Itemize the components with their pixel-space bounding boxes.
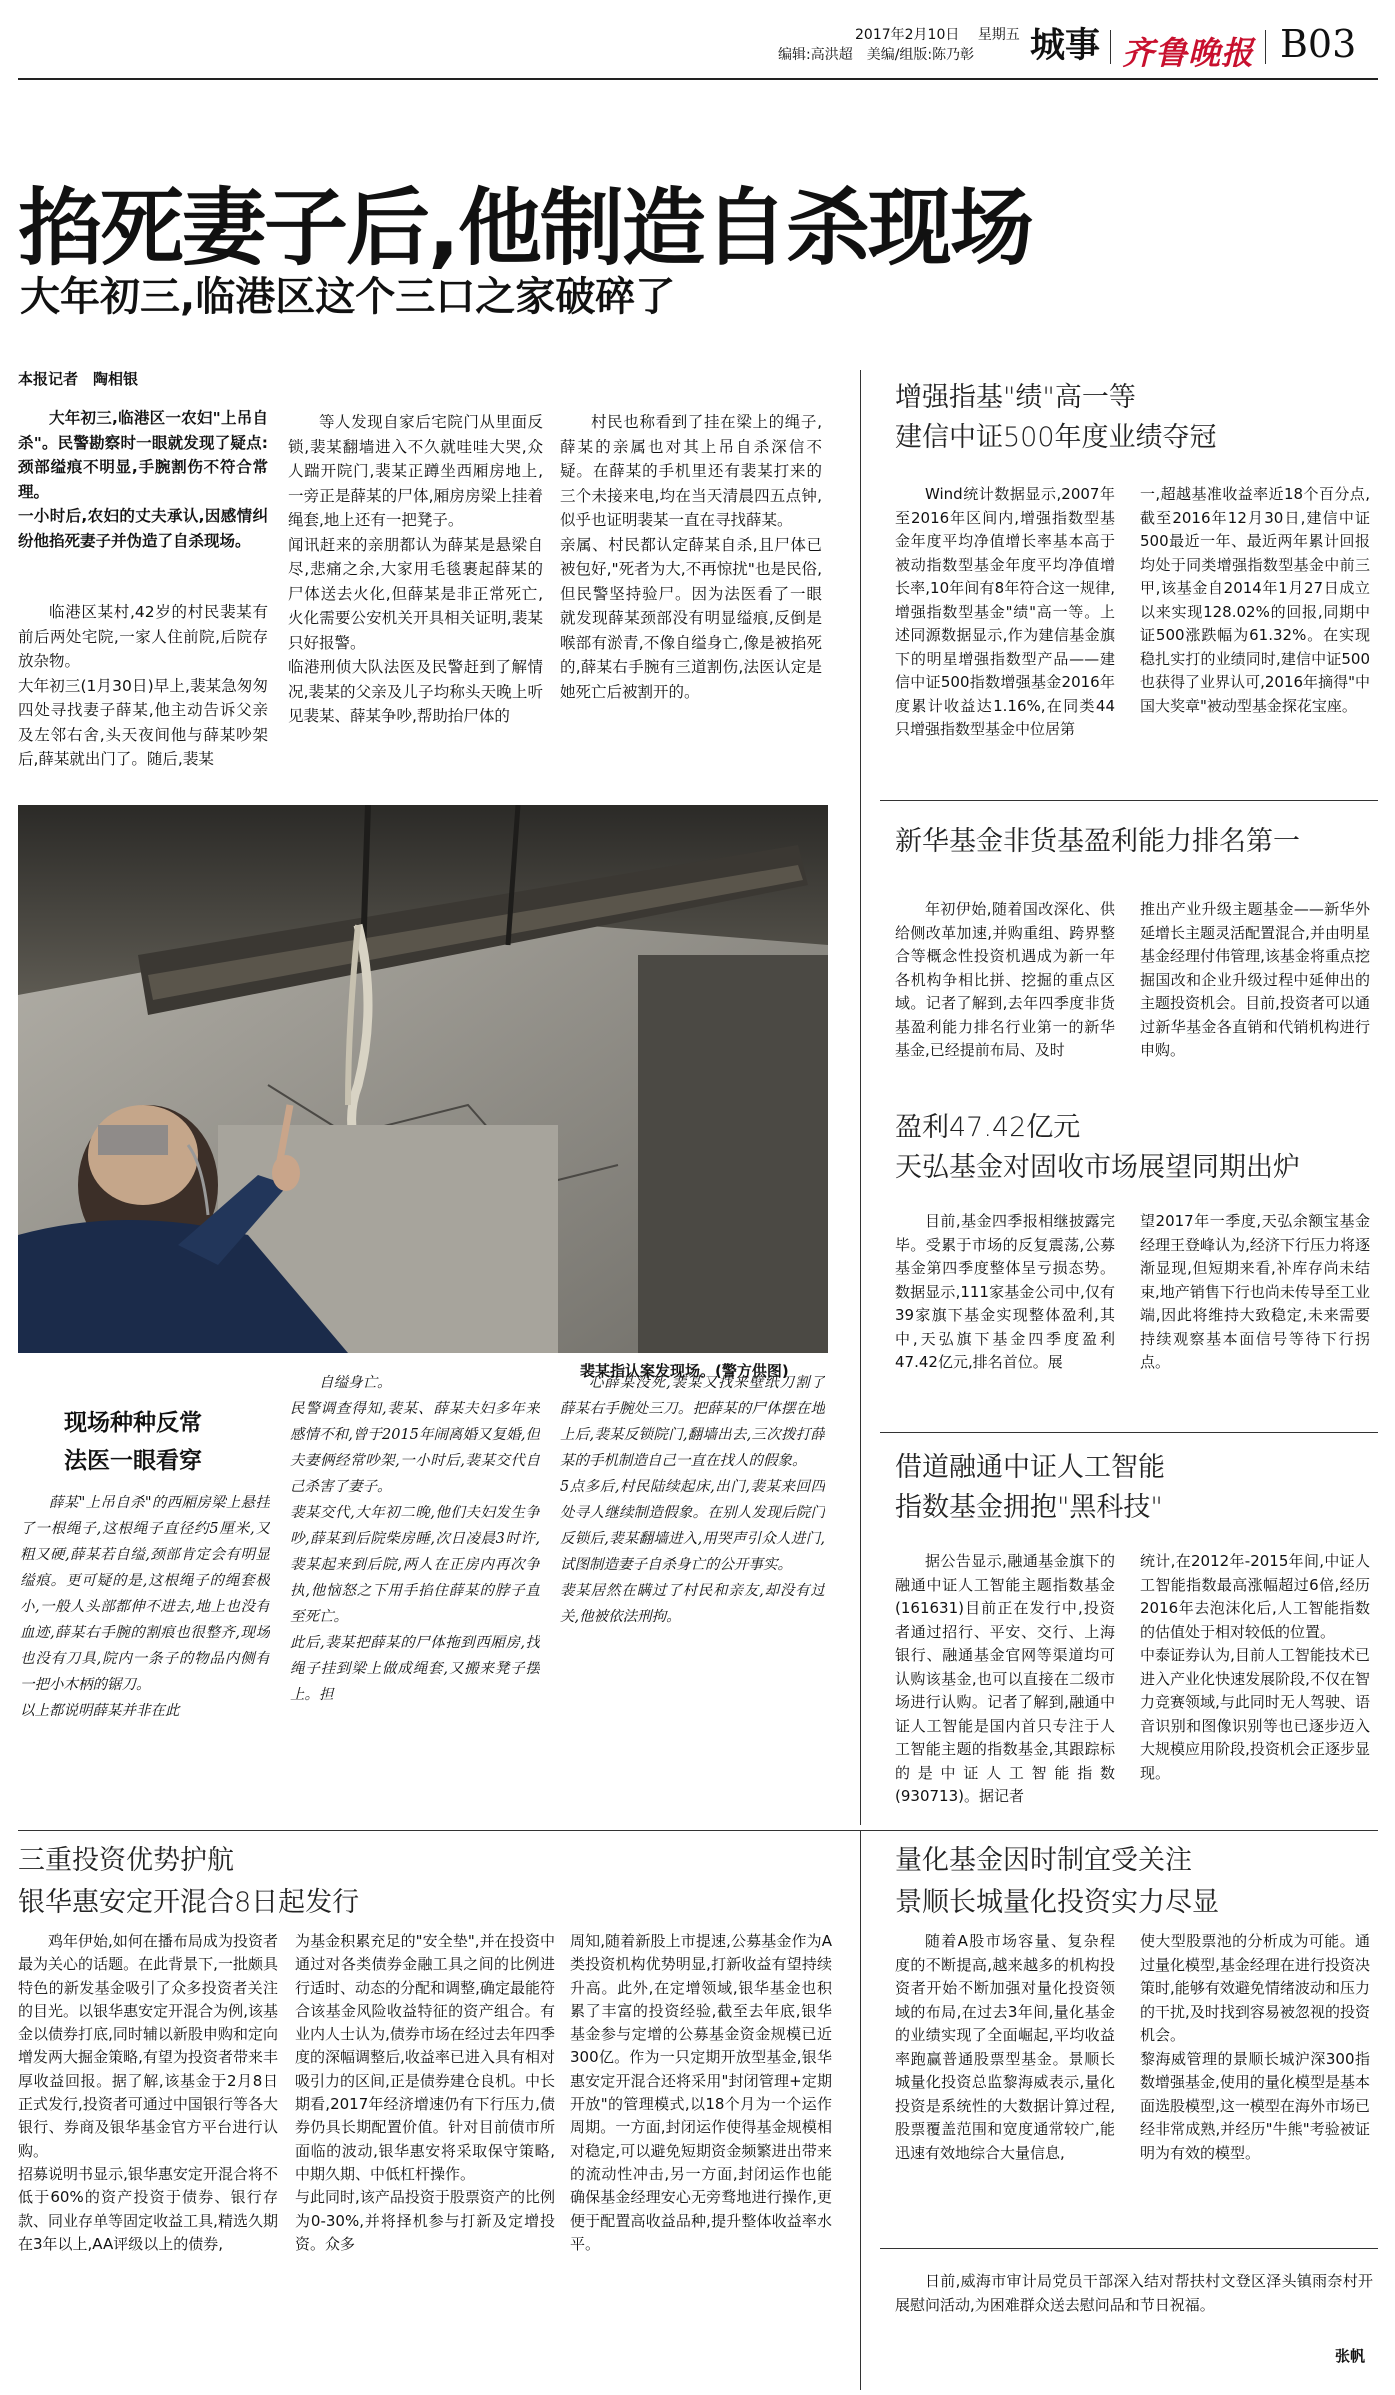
footer-news <box>895 2270 1373 2365</box>
fin3-col1-text: 目前,基金四季报相继披露完毕。受累于市场的反复震荡,公募基金第四季度整体呈亏损态势。数据显示,111家基金公司中,仅有39家旗下基金实现整体盈利,其中,天弘旗下基金四季度盈利47.42亿元,排名首位。展 <box>895 1212 1115 1371</box>
story-lead <box>18 406 268 596</box>
side-col1 <box>20 1490 270 1820</box>
fin3-col2 <box>1140 1210 1370 1430</box>
yinhua-head1: 三重投资优势护航 <box>18 1845 234 1876</box>
masthead <box>0 0 1395 75</box>
fin1-col1 <box>895 483 1115 783</box>
col1-text: 临港区某村,42岁的村民裴某有前后两处宅院,一家人住前院,后院存放杂物。 大年初三(1月30日)早上,裴某急匆匆四处寻找妻子薛某,他主动告诉父亲及左邻右舍,头天夜间他与薛某吵架后,薛某就出门了。随后,裴某 <box>18 603 268 768</box>
side-subhead-line1: 现场种种反常 <box>64 1410 202 1436</box>
masthead-divider <box>1110 30 1111 64</box>
yinhua-headline <box>18 1840 359 1924</box>
lead-text: 大年初三,临港区一农妇"上吊自杀"。民警勘察时一眼就发现了疑点:颈部缢痕不明显,手腕割伤不符合常理。 一小时后,农妇的丈夫承认,因感情纠纷他掐死妻子并伪造了自杀现场。 <box>18 409 268 550</box>
crime-scene-photo <box>18 805 828 1353</box>
weekday-text: 星期五 <box>977 27 1020 43</box>
page-number: B03 <box>1280 22 1357 66</box>
story-col1 <box>18 600 268 780</box>
side-col3-text: 心薛某没死,裴某又找来壁纸刀割了薛某右手腕处三刀。把薛某的尸体摆在地上后,裴某反锁院门,翻墙出去,三次拨打薛某的手机制造自己一直在找人的假象。 5点多后,村民陆续起床,出门,裴某来回四处寻人继续制造假象。在别人发现后院门反锁后,裴某翻墙进入,用哭声引众人进门,试图制造妻子自杀身亡的公开事实。 裴某居然在瞒过了村民和亲友,却没有过关,他被依法刑拘。 <box>560 1375 825 1625</box>
photo-caption: 裴某指认案发现场。(警方供图) <box>580 1362 789 1380</box>
fin2-col2-text: 推出产业升级主题基金——新华外延增长主题灵活配置混合,并由明星基金经理付伟管理,该基金将重点挖掘国改和企业升级过程中延伸出的主题投资机会。目前,投资者可以通过新华基金各直销和代销机构进行申购。 <box>1140 900 1370 1059</box>
fin4-col2-text: 统计,在2012年-2015年间,中证人工智能指数最高涨幅超过6倍,经历2016年去泡沫化后,人工智能指数的估值处于相对较低的位置。 中泰证券认为,目前人工智能技术已进入产业化快速发展阶段,不仅在智力竞赛领域,与此同时无人驾驶、语音识别和图像识别等也已逐步迈入大规模应用阶段,投资机会正逐步显现。 <box>1140 1552 1370 1782</box>
fin5-head1: 量化基金因时制宜受关注 <box>895 1845 1192 1876</box>
fin5-col1 <box>895 1930 1115 2235</box>
fin1-head1: 增强指基"绩"高一等 <box>895 382 1136 413</box>
fin3-head2: 天弘基金对固收市场展望同期出炉 <box>895 1152 1300 1183</box>
brand-logo: 齐鲁晚报 <box>1122 34 1255 72</box>
story-col2 <box>288 410 543 782</box>
yinhua-col2 <box>295 1930 555 2380</box>
fin4-headline <box>895 1448 1165 1528</box>
side-col2 <box>290 1370 540 1820</box>
fin4-col1-text: 据公告显示,融通基金旗下的融通中证人工智能主题指数基金(161631)目前正在发行中,投资者通过招行、平安、交行、上海银行、融通基金官网等渠道均可认购该基金,也可以直接在二级市场进行认购。记者了解到,融通中证人工智能是国内首只专注于人工智能主题的指数基金,其跟踪标的是中证人工智能指数(930713)。据记者 <box>895 1552 1115 1805</box>
fin5-col2-text: 使大型股票池的分析成为可能。通过量化模型,基金经理在进行投资决策时,能够有效避免情绪波动和压力的干扰,及时找到容易被忽视的投资机会。 黎海威管理的景顺长城沪深300指数增强基金,使用的量化模型是基本面选股模型,这一模型在海外市场已经非常成熟,并经历"牛熊"考验被证明为有效的模型。 <box>1140 1932 1370 2162</box>
photo-illustration <box>18 805 828 1353</box>
side-subhead <box>64 1404 202 1480</box>
main-subheadline: 大年初三,临港区这个三口之家破碎了 <box>20 274 676 320</box>
fin4-head1: 借道融通中证人工智能 <box>895 1452 1165 1483</box>
fin1-headline <box>895 378 1217 458</box>
story-col3 <box>560 410 822 782</box>
fin-rule-2 <box>880 1432 1378 1433</box>
footer-author: 张帆 <box>1335 2347 1366 2365</box>
fin3-col1 <box>895 1210 1115 1430</box>
masthead-date <box>855 24 1020 44</box>
fin2-col1-text: 年初伊始,随着国改深化、供给侧改革加速,并购重组、跨界整合等概念性投资机遇成为新一年各机构争相比拼、挖掘的重点区域。记者了解到,去年四季度非货基盈利能力排名行业第一的新华基金,已经提前布局、及时 <box>895 900 1115 1059</box>
yinhua-head2: 银华惠安定开混合8日起发行 <box>18 1887 360 1918</box>
fin2-col2 <box>1140 898 1370 1098</box>
side-col3 <box>560 1370 825 1820</box>
column-divider <box>860 370 861 1825</box>
fin4-col2 <box>1140 1550 1370 1820</box>
fin1-head2: 建信中证500年度业绩夺冠 <box>895 422 1217 453</box>
byline: 本报记者 陶相银 <box>18 370 139 388</box>
yinhua-col1-text: 鸡年伊始,如何在播布局成为投资者最为关心的话题。在此背景下,一批颇具特色的新发基金吸引了众多投资者关注的目光。以银华惠安定开混合为例,该基金以债券打底,同时辅以新股申购和定向增发两大掘金策略,有望为投资者带来丰厚收益回报。据了解,该基金于2月8日正式发行,投资者可通过中国银行等各大银行、券商及银华基金官方平台进行认购。 招募说明书显示,银华惠安定开混合将不低于60%的资产投资于债券、银行存款、同业存单等固定收益工具,精选久期在3年以上,AA评级以上的债券, <box>18 1932 278 2253</box>
side-subhead-line2: 法医一眼看穿 <box>64 1448 202 1474</box>
yinhua-col2-text: 为基金积累充足的"安全垫",并在投资中通过对各类债券金融工具之间的比例进行适时、动态的分配和调整,确定最能符合该基金风险收益特征的资产组合。有业内人士认为,债券市场在经过去年四季度的深幅调整后,收益率已进入具有相对吸引力的区间,正是债券建仓良机。中长期看,2017年经济增速仍有下行压力,债券仍具长期配置价值。针对目前债市所面临的波动,银华惠安将采取保守策略,中期久期、中低杠杆操作。 与此同时,该产品投资于股票资产的比例为0-30%,并将择机参与打新及定增投资。众多 <box>295 1932 555 2253</box>
fin3-head1: 盈利47.42亿元 <box>895 1112 1081 1143</box>
fin3-col2-text: 望2017年一季度,天弘余额宝基金经理王登峰认为,经济下行压力将逐渐显现,但短期来看,补库存尚未结束,地产销售下行也尚未传导至工业端,因此将维持大致稳定,未来需要持续观察基本面信号等待下行拐点。 <box>1140 1212 1370 1371</box>
fin-rule-3 <box>880 2248 1378 2249</box>
section-name: 城事 <box>1030 26 1101 66</box>
fin3-headline <box>895 1108 1300 1188</box>
main-bottom-rule <box>18 1830 1378 1831</box>
yinhua-col3-text: 周知,随着新股上市提速,公募基金作为A类投资机构优势明显,打新收益有望持续升高。此外,在定增领域,银华基金也积累了丰富的投资经验,截至去年底,银华基金参与定增的公募基金资金规模已近300亿。作为一只定期开放型基金,银华惠安定开混合还将采用"封闭管理+定期开放"的管理模式,以18个月为一个运作周期。一方面,封闭运作使得基金规模相对稳定,可以避免短期资金频繁进出带来的流动性冲击,另一方面,封闭运作也能确保基金经理安心无旁骛地进行操作,更便于配置高收益品种,提升整体收益率水平。 <box>570 1932 832 2253</box>
fin2-col1 <box>895 898 1115 1098</box>
masthead-editors: 编辑:高洪超 美编/组版:陈乃彰 <box>778 47 975 63</box>
fin1-col2 <box>1140 483 1370 783</box>
footer-news-text: 日前,威海市审计局党员干部深入结对帮扶村文登区泽头镇雨奈村开展慰问活动,为困难群众送去慰问品和节日祝福。 <box>895 2272 1373 2314</box>
fin-rule-1 <box>880 800 1378 801</box>
masthead-divider-2 <box>1265 30 1266 64</box>
fin1-col1-text: Wind统计数据显示,2007年至2016年区间内,增强指数型基金年度平均净值增长率基本高于被动指数型基金年度平均净值增长率,10年间有8年符合这一规律,增强指数型基金"绩"高一等。上述同源数据显示,作为建信基金旗下的明星增强指数型产品——建信中证500指数增强基金2016年度累计收益达1.16%,在同类44只增强指数型基金中位居第 <box>895 485 1115 738</box>
column-divider-lower <box>860 1830 861 2390</box>
fin5-head2: 景顺长城量化投资实力尽显 <box>895 1887 1219 1918</box>
col3-text: 村民也称看到了挂在梁上的绳子,薛某的亲属也对其上吊自杀深信不疑。在薛某的手机里还有裴某打来的三个未接来电,均在当天清晨四五点钟,似乎也证明裴某一直在寻找薛某。 亲属、村民都认定薛某自杀,且尸体已被包好,"死者为大,不再惊扰"也是民俗,但民警坚持验尸。因为法医看了一眼就发现薛某颈部没有明显缢痕,反倒是喉部有淤青,不像自缢身亡,像是被掐死的,薛某右手腕有三道割伤,法医认定是她死亡后被割开的。 <box>560 413 822 701</box>
main-headline: 掐死妻子后,他制造自杀现场 <box>18 179 1032 277</box>
fin5-headline <box>895 1840 1219 1924</box>
fin1-col2-text: 一,超越基准收益率近18个百分点,截至2016年12月30日,建信中证500最近一年、最近两年累计回报均处于同类增强指数型基金中前三甲,该基金自2014年1月27日成立以来实现128.02%的回报,同期中证500涨跌幅为61.32%。在实现稳扎实打的业绩同时,建信中证500也获得了业界认可,2016年摘得"中国大奖章"被动型基金探花宝座。 <box>1140 485 1370 715</box>
col2-text: 等人发现自家后宅院门从里面反锁,裴某翻墙进入不久就哇哇大哭,众人踹开院门,裴某正蹲坐西厢房地上,一旁正是薛某的尸体,厢房房梁上挂着绳套,地上还有一把凳子。 闻讯赶来的亲朋都认为薛某是悬梁自尽,悲痛之余,大家用毛毯裹起薛某的尸体送去火化,但薛某是非正常死亡,火化需要公安机关开具相关证明,裴某只好报警。 临港刑侦大队法医及民警赶到了解情况,裴某的父亲及儿子均称头天晚上听见裴某、薛某争吵,帮助抬尸体的 <box>288 413 543 725</box>
fin4-head2: 指数基金拥抱"黑科技" <box>895 1492 1163 1523</box>
masthead-rule <box>18 78 1378 80</box>
fin2-headline: 新华基金非货基盈利能力排名第一 <box>895 826 1300 857</box>
fin5-col2 <box>1140 1930 1370 2235</box>
fin5-col1-text: 随着A股市场容量、复杂程度的不断提高,越来越多的机构投资者开始不断加强对量化投资领域的布局,在过去3年间,量化基金的业绩实现了全面崛起,平均收益率跑赢普通股票型基金。景顺长城量化投资总监黎海威表示,量化投资是系统性的大数据计算过程,股票覆盖范围和宽度通常较广,能迅速有效地综合大量信息, <box>895 1932 1115 2162</box>
yinhua-col3 <box>570 1930 832 2380</box>
side-col2-text: 自缢身亡。 民警调查得知,裴某、薛某夫妇多年来感情不和,曾于2015年闹离婚又复婚,但夫妻俩经常吵架,一小时后,裴某交代自己杀害了妻子。 裴某交代,大年初二晚,他们夫妇发生争吵,薛某到后院柴房睡,次日凌晨3时许,裴某起来到后院,两人在正房内再次争执,他恼怒之下用手掐住薛某的脖子直至死亡。 此后,裴某把薛某的尸体拖到西厢房,找绳子挂到梁上做成绳套,又搬来凳子摆上。担 <box>290 1375 540 1703</box>
fin4-col1 <box>895 1550 1115 1820</box>
yinhua-col1 <box>18 1930 278 2380</box>
side-col1-text: 薛某"上吊自杀"的西厢房梁上悬挂了一根绳子,这根绳子直径约5厘米,又粗又硬,薛某若自缢,颈部肯定会有明显缢痕。更可疑的是,这根绳子的绳套极小,一般人头部都伸不进去,地上也没有血迹,薛某右手腕的割痕也很整齐,现场也没有刀具,院内一条子的物品内侧有一把小木柄的锯刀。 以上都说明薛某并非在此 <box>20 1495 270 1719</box>
date-text: 2017年2月10日 <box>855 27 960 43</box>
